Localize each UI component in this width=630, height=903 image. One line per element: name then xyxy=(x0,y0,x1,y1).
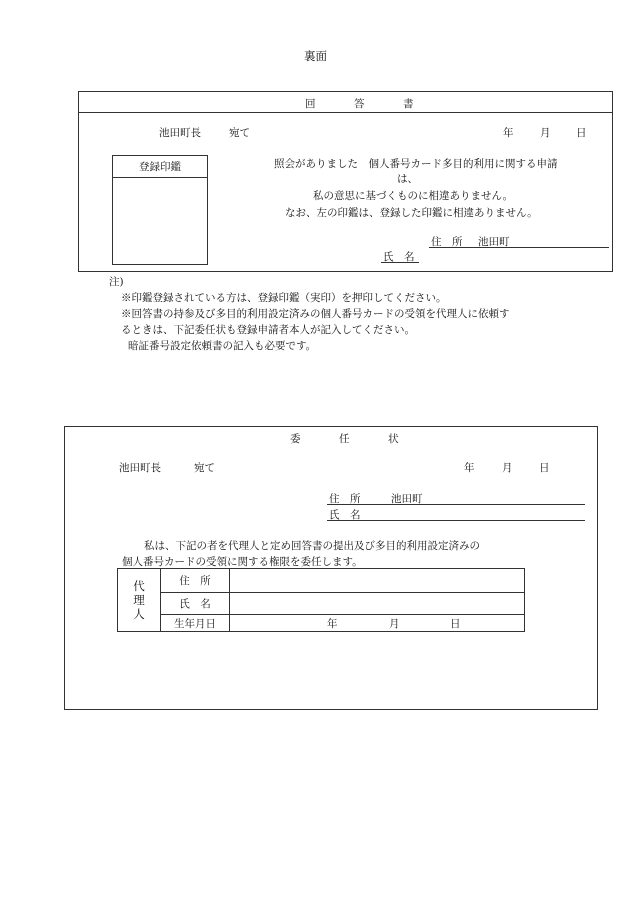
agent-label-2: 理 xyxy=(133,593,145,607)
agent-birth-label: 生年月日 xyxy=(161,615,230,632)
page-heading: 裏面 xyxy=(304,49,327,63)
seal-label: 登録印鑑 xyxy=(113,156,207,178)
agent-label-cell xyxy=(118,569,161,632)
delegation-body-line-2: 個人番号カードの受領に関する権限を委任します。 xyxy=(122,556,363,568)
delegation-address-line xyxy=(327,504,585,505)
answer-form xyxy=(78,91,613,272)
note-line-2: ※回答書の持参及び多目的利用設定済みの個人番号カードの受領を代理人に依頼す xyxy=(121,308,510,320)
agent-label-3: 人 xyxy=(133,607,145,621)
agent-table xyxy=(117,568,525,632)
delegation-addressee-suffix: 宛て xyxy=(194,462,215,474)
delegation-addressee-mayor: 池田町長 xyxy=(119,462,161,474)
delegation-name-line[interactable] xyxy=(327,520,585,521)
address-label: 住 所 xyxy=(431,236,463,248)
answer-title: 回 答 書 xyxy=(305,98,428,110)
note-line-4: 暗証番号設定依頼書の記入も必要です。 xyxy=(128,340,317,352)
addressee-suffix: 宛て xyxy=(229,127,250,139)
agent-name-field[interactable] xyxy=(230,593,525,615)
title-divider xyxy=(79,112,612,113)
note-line-3: るときは、下記委任状も登録申請者本人が記入してください。 xyxy=(121,324,415,336)
delegation-body-line-1: 私は、下記の者を代理人と定め回答書の提出及び多目的利用設定済みの xyxy=(144,540,480,552)
date-day: 日 xyxy=(576,127,587,139)
agent-address-label: 住 所 xyxy=(161,569,230,593)
agent-label-1: 代 xyxy=(133,579,145,593)
note-line-1: ※印鑑登録されている方は、登録印鑑（実印）を押印してください。 xyxy=(121,292,447,304)
seal-box xyxy=(112,155,208,265)
answer-body-line-2: は、 xyxy=(397,173,418,185)
delegation-name-label: 氏 名 xyxy=(329,509,361,521)
delegation-title: 委 任 状 xyxy=(290,433,413,445)
name-label: 氏 名 xyxy=(383,251,415,263)
notes-head: 注) xyxy=(109,276,124,288)
addressee-mayor: 池田町長 xyxy=(159,127,201,139)
name-line[interactable] xyxy=(381,262,419,263)
birth-month: 月 xyxy=(389,618,400,630)
date-year: 年 xyxy=(503,127,514,139)
birth-day: 日 xyxy=(450,618,461,630)
birth-year: 年 xyxy=(327,618,338,630)
agent-birth-field[interactable] xyxy=(230,615,525,632)
answer-body-line-1: 照会がありました 個人番号カード多目的利用に関する申請 xyxy=(274,158,558,170)
agent-address-field[interactable] xyxy=(230,569,525,593)
delegation-date-day: 日 xyxy=(539,462,550,474)
delegation-address-label: 住 所 xyxy=(329,493,361,505)
address-line xyxy=(429,247,609,248)
delegation-form xyxy=(64,426,598,710)
delegation-address-value[interactable]: 池田町 xyxy=(391,493,423,505)
date-month: 月 xyxy=(540,127,551,139)
delegation-date-month: 月 xyxy=(502,462,513,474)
address-value[interactable]: 池田町 xyxy=(478,236,510,248)
agent-name-label: 氏 名 xyxy=(161,593,230,615)
answer-body-line-3: 私の意思に基づくものに相違ありません。 xyxy=(313,190,514,202)
delegation-date-year: 年 xyxy=(464,462,475,474)
answer-body-line-4: なお、左の印鑑は、登録した印鑑に相違ありません。 xyxy=(285,207,538,219)
